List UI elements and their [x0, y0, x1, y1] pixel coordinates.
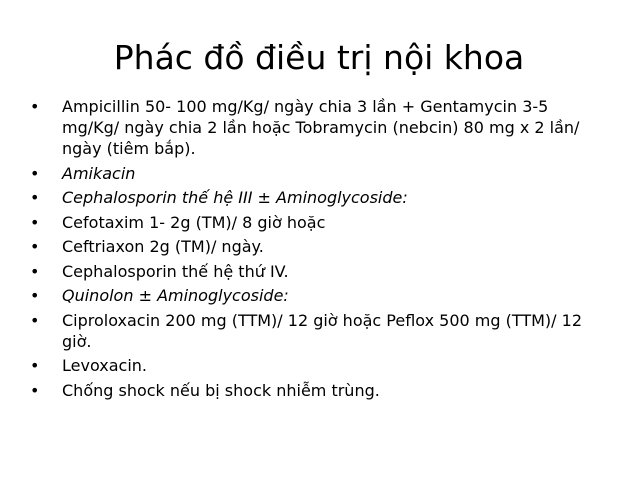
slide-title: Phác đồ điều trị nội khoa: [113, 38, 525, 77]
list-item-text: Amikacin: [62, 163, 136, 183]
list-item: [30, 355, 610, 376]
list-item-text: Ampicillin 50- 100 mg/Kg/ ngày chia 3 lần + Gentamycin 3-5 mg/Kg/ ngày chia 2 lần hoặc Tobramycin (nebcin) 80 mg x 2 lần/ ngày (tiêm bắp).: [62, 97, 580, 158]
bullet-icon: •: [30, 261, 40, 281]
list-item: [30, 285, 610, 306]
bullet-icon: •: [30, 188, 40, 207]
list-item: [30, 310, 610, 352]
bullet-icon: •: [30, 212, 40, 232]
list-item: [30, 261, 610, 282]
bullet-icon: •: [30, 163, 40, 183]
list-item: [30, 163, 610, 184]
list-item-text: Chống shock nếu bị shock nhiễm trùng.: [62, 380, 380, 400]
bullet-icon: •: [30, 310, 40, 330]
list-item: [30, 380, 610, 401]
list-item-text: Quinolon ± Aminoglycoside:: [62, 286, 289, 305]
bullet-icon: •: [30, 356, 40, 375]
list-item: [30, 187, 610, 208]
bullet-icon: •: [30, 97, 40, 116]
list-item-text: Cefotaxim 1- 2g (TM)/ 8 giờ hoặc: [62, 212, 326, 232]
bullet-icon: •: [30, 237, 40, 256]
bullet-list: [30, 96, 610, 404]
list-item-text: Cephalosporin thế hệ thứ IV.: [62, 261, 289, 281]
list-item: [30, 212, 610, 233]
list-item: [30, 236, 610, 257]
list-item-text: Levoxacin.: [62, 356, 147, 375]
list-item-text: Ceftriaxon 2g (TM)/ ngày.: [62, 237, 264, 256]
bullet-icon: •: [30, 286, 40, 305]
list-item: [30, 96, 610, 159]
bullet-icon: •: [30, 380, 40, 400]
list-item-text: Cephalosporin thế hệ III ± Aminoglycoside:: [62, 188, 408, 207]
list-item-text: Ciproloxacin 200 mg (TTM)/ 12 giờ hoặc Peflox 500 mg (TTM)/ 12 giờ.: [62, 310, 582, 351]
